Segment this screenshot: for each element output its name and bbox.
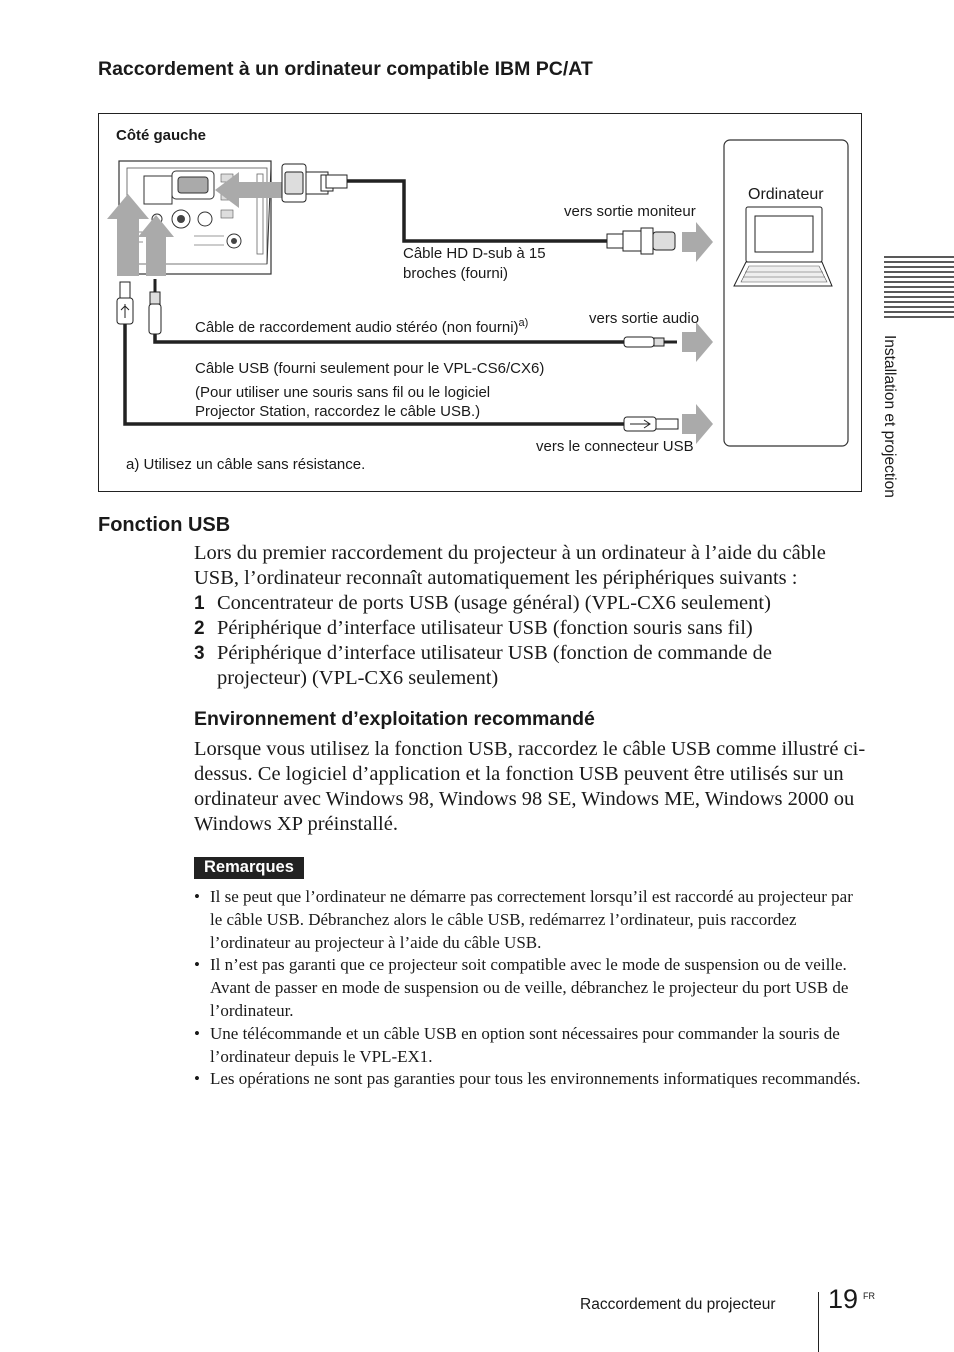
bullet-icon: • xyxy=(194,955,200,975)
bullet-icon: • xyxy=(194,887,200,906)
monitor-out-label: vers sortie moniteur xyxy=(564,203,696,220)
list-text: Périphérique d’interface utilisateur USB (fonction souris sans fil) xyxy=(217,617,753,639)
connection-diagram-drawing xyxy=(99,114,863,493)
environment-heading: Environnement d’exploitation recommandé xyxy=(194,708,595,730)
footer-section-label: Raccordement du projecteur xyxy=(580,1296,776,1313)
diagram-footnote: a) Utilisez un câble sans résistance. xyxy=(126,456,366,473)
audio-out-label: vers sortie audio xyxy=(589,310,700,327)
device-list xyxy=(194,591,864,691)
remark-text: Une télécommande et un câble USB en option sont nécessaires pour commander la souris de l’ordinateur depuis le VPL-EX1. xyxy=(210,1023,840,1066)
audio-plug xyxy=(624,337,677,347)
hd-cable-label-line2: broches (fourni) xyxy=(403,265,509,282)
usb-connector-label: vers le connecteur USB xyxy=(536,438,694,455)
side-tab-text: Installation et projection xyxy=(881,335,898,498)
usb-note-line1: (Pour utiliser une souris sans fil ou le logiciel xyxy=(195,384,491,401)
hd-dsub-connector xyxy=(282,164,404,202)
remark-text: Il se peut que l’ordinateur ne démarre pas correctement lorsqu’il est raccordé au projecteur par le câble USB. Débranchez alors le câble USB, redémarrez l’ordinateur, puis raccordez l’ordinateur au projecteur à l’aide du câble USB. xyxy=(210,887,853,952)
list-text: Concentrateur de ports USB (usage général) (VPL-CX6 seulement) xyxy=(217,592,771,614)
device-list-item xyxy=(194,591,864,616)
remark-text: Il n’est pas garanti que ce projecteur soit compatible avec le mode de suspension ou de veille. Avant de passer en mode de suspension ou de veille, débranchez le projecteur du port USB de l’ordinateur. xyxy=(210,955,849,1020)
remarks-badge: Remarques xyxy=(194,857,304,879)
bullet-icon: • xyxy=(194,1023,200,1043)
connection-diagram xyxy=(98,113,862,492)
list-number: 3 xyxy=(194,643,205,664)
footer-divider xyxy=(818,1292,819,1352)
device-list-item xyxy=(194,616,864,641)
environment-text: Lorsque vous utilisez la fonction USB, raccordez le câble USB comme illustré ci-dessus. Ce logiciel d’application et la fonction USB peuvent être utilisés sur un ordinateur avec Windows 98, Windows 98 SE, Windows ME, Windows 2000 ou Windows XP préinstallé. xyxy=(194,738,866,835)
usb-plug-computer xyxy=(624,417,678,431)
remarks-list xyxy=(194,886,864,1091)
audio-plug-projector xyxy=(149,279,161,334)
usb-note-line2: Projector Station, raccordez le câble USB.) xyxy=(195,403,481,420)
list-text: Périphérique d’interface utilisateur USB (fonction de commande de projecteur) (VPL-CX6 seulement) xyxy=(217,642,773,689)
audio-cable-label xyxy=(195,314,528,337)
remark-item xyxy=(194,1023,864,1069)
remark-item xyxy=(194,886,864,954)
remark-text: Les opérations ne sont pas garanties pour tous les environnements informatiques recommandés. xyxy=(210,1069,861,1089)
audio-cable-text: Câble de raccordement audio stéréo (non fourni) xyxy=(195,319,519,336)
page-language: FR xyxy=(863,1291,875,1301)
side-tab-label xyxy=(880,335,902,535)
usb-plug-projector xyxy=(117,282,133,324)
audio-cable-note: a) xyxy=(518,317,529,329)
fonction-usb-intro: Lors du premier raccordement du projecteur à un ordinateur à l’aide du câble USB, l’ordinateur reconnaît automatiquement les périphériques suivants : xyxy=(194,542,826,589)
page-number: 19 xyxy=(828,1284,859,1314)
computer-label: Ordinateur xyxy=(748,186,824,203)
device-list-item xyxy=(194,641,864,691)
section-title: Raccordement à un ordinateur compatible IBM PC/AT xyxy=(98,58,593,80)
usb-cable-label: Câble USB (fourni seulement pour le VPL-CS6/CX6) xyxy=(195,360,545,377)
fonction-usb-heading: Fonction USB xyxy=(98,514,231,536)
remark-item xyxy=(194,1068,864,1091)
monitor-connector xyxy=(599,228,675,254)
bullet-icon: • xyxy=(194,1069,200,1089)
side-label: Côté gauche xyxy=(116,127,207,144)
hd-cable-label-line1: Câble HD D-sub à 15 xyxy=(403,245,546,262)
side-tab-lines-icon xyxy=(884,254,954,324)
list-number: 2 xyxy=(194,618,205,639)
remark-item xyxy=(194,954,864,1022)
list-number: 1 xyxy=(194,593,205,614)
